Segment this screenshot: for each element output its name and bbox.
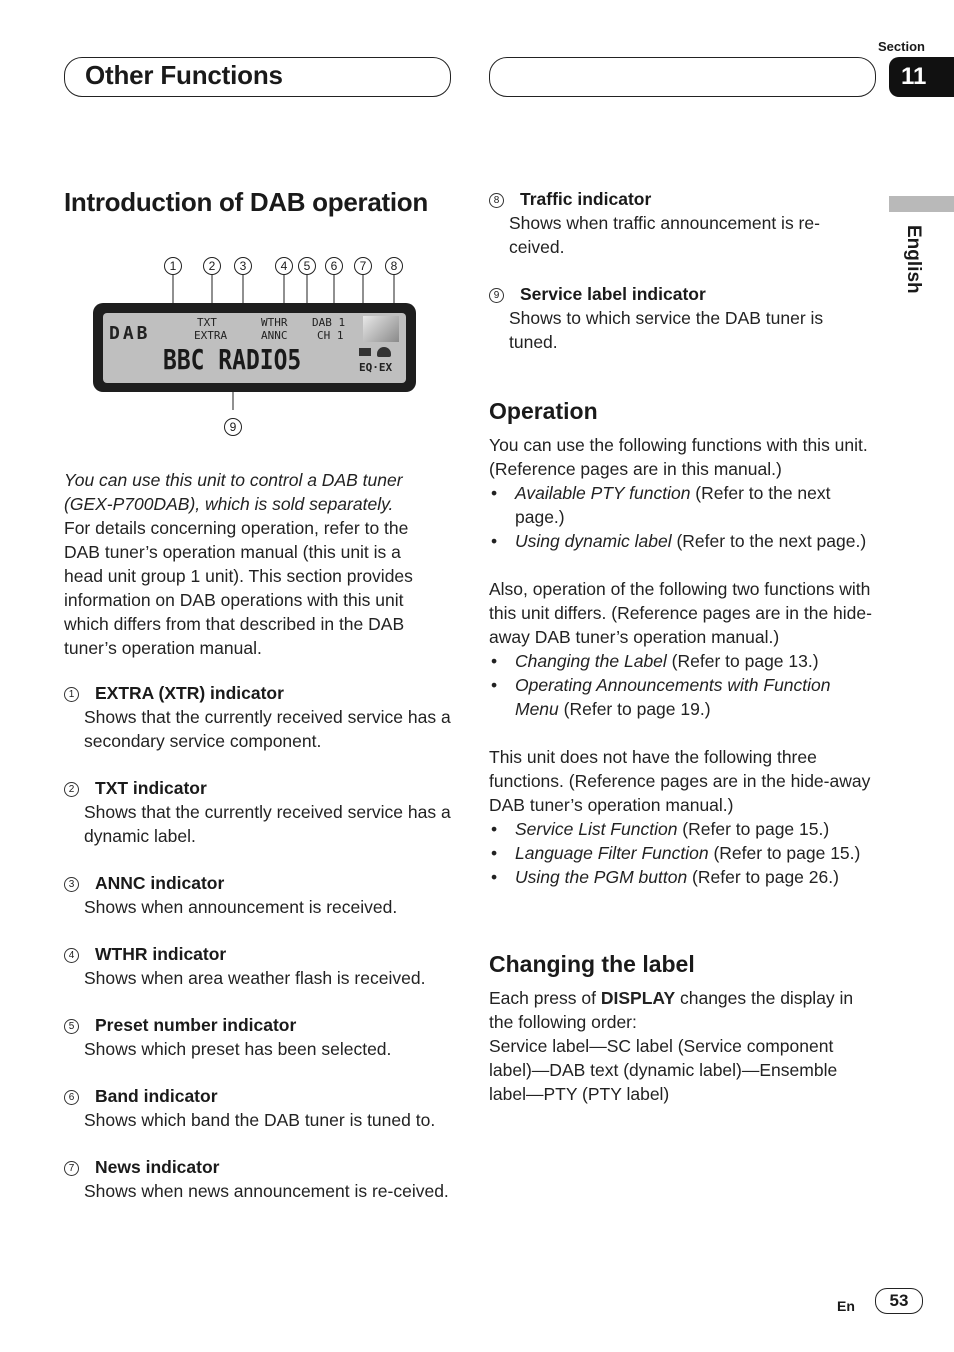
callout-7: 7: [354, 257, 372, 275]
item-number: 1: [64, 687, 79, 702]
item-title: Traffic indicator: [520, 189, 652, 209]
lcd-txt: TXT: [197, 316, 217, 329]
callout-5: 5: [298, 257, 316, 275]
lcd-news-icon: [359, 348, 371, 356]
callout-1: 1: [164, 257, 182, 275]
item-body: Shows when announcement is received.: [84, 897, 398, 917]
list-item: • Using the PGM button (Refer to page 26.): [489, 865, 879, 889]
indicator-list-left: [64, 681, 452, 1226]
item-body: Shows when area weather flash is received.: [84, 968, 426, 988]
item-title: Preset number indicator: [95, 1015, 297, 1035]
item-number: 9: [489, 288, 504, 303]
item-body: Shows when traffic announcement is re-ceived.: [509, 213, 820, 257]
item-title: Service label indicator: [520, 284, 706, 304]
language-label: English: [903, 225, 924, 294]
language-tab: [889, 196, 954, 212]
page-heading: Introduction of DAB operation: [64, 187, 428, 217]
operation-paragraph-1: You can use the following functions with this unit. (Reference pages are in this manual.): [489, 435, 868, 479]
item-number: 6: [64, 1090, 79, 1105]
indicator-list-right: [489, 187, 859, 354]
item-number: 5: [64, 1019, 79, 1034]
lcd-traffic-icon: [377, 347, 391, 357]
list-item: • Available PTY function (Refer to the next page.): [489, 481, 879, 529]
list-item: [64, 1084, 452, 1132]
intro-italic: You can use this unit to control a DAB tuner (GEX-P700DAB), which is sold separately.: [64, 470, 403, 514]
item-number: 7: [64, 1161, 79, 1176]
list-item: • Using dynamic label (Refer to the next page.): [489, 529, 879, 553]
list-item: [489, 187, 859, 259]
list-item: • Language Filter Function (Refer to page 15.): [489, 841, 879, 865]
operation-heading: Operation: [489, 398, 598, 424]
operation-paragraph-2: Also, operation of the following two functions with this unit differs. (Reference pages are in the hide-away DAB tuner’s operation manual.): [489, 579, 872, 647]
list-item: [489, 282, 859, 354]
operation-list-1: [489, 481, 879, 553]
display-button-name: DISPLAY: [600, 988, 676, 1008]
list-item: [64, 871, 452, 919]
lcd-panel: [93, 303, 416, 392]
list-item: • Service List Function (Refer to page 15.): [489, 817, 879, 841]
page-number: 53: [875, 1288, 923, 1314]
list-item: [64, 942, 452, 990]
callout-3: 3: [234, 257, 252, 275]
callout-8: 8: [385, 257, 403, 275]
item-body: Shows to which service the DAB tuner is tuned.: [509, 308, 824, 352]
callout-4: 4: [275, 257, 293, 275]
list-item: • Changing the Label (Refer to page 13.): [489, 649, 879, 673]
lcd-annc: ANNC: [261, 329, 288, 342]
section-number: 11: [889, 57, 954, 97]
operation-list-2: [489, 649, 879, 721]
item-title: TXT indicator: [95, 778, 207, 798]
changing-paragraph-2: Service label—SC label (Service component label)—DAB text (dynamic label)—Ensemble label—PTY (PTY label): [489, 1036, 838, 1104]
list-item: [64, 1155, 452, 1203]
item-title: News indicator: [95, 1157, 220, 1177]
lcd-extra: EXTRA: [194, 329, 228, 342]
callout-6: 6: [325, 257, 343, 275]
lcd-eq-ex: EQ·EX: [359, 361, 393, 374]
changing-label-heading: Changing the label: [489, 951, 695, 977]
list-item: [64, 776, 452, 848]
lcd-wthr: WTHR: [261, 316, 288, 329]
dab-display-illustration: [90, 250, 420, 440]
lcd-main-text: BBC RADIO5: [163, 343, 302, 376]
item-body: Shows which preset has been selected.: [84, 1039, 392, 1059]
lcd-ch: CH 1: [317, 329, 344, 342]
intro-paragraph: For details concerning operation, refer to the DAB tuner’s operation manual (this unit is a head unit group 1 unit). This section provides information on DAB operations with this unit which differs from that described in the DAB tuner’s operation manual.: [64, 518, 413, 658]
changing-paragraph-1: Each press of DISPLAY changes the display in the following order:: [489, 988, 854, 1032]
list-item: • Operating Announcements with Function Menu (Refer to page 19.): [489, 673, 879, 721]
item-body: Shows that the currently received service has a secondary service component.: [84, 707, 451, 751]
item-number: 4: [64, 948, 79, 963]
list-item: [64, 681, 452, 753]
callout-2: 2: [203, 257, 221, 275]
item-title: EXTRA (XTR) indicator: [95, 683, 284, 703]
item-title: Band indicator: [95, 1086, 218, 1106]
item-title: ANNC indicator: [95, 873, 225, 893]
operation-section: [489, 433, 879, 889]
item-body: Shows when news announcement is re-ceived.: [84, 1181, 449, 1201]
lcd-dab-label: DAB: [109, 323, 151, 344]
item-number: 8: [489, 193, 504, 208]
list-item: [64, 1013, 452, 1061]
lcd-band: DAB 1: [312, 316, 346, 329]
item-title: WTHR indicator: [95, 944, 227, 964]
callout-9: 9: [224, 418, 242, 436]
header-blank-pill: [489, 57, 876, 97]
section-label: Section: [878, 39, 925, 54]
item-body: Shows that the currently received service has a dynamic label.: [84, 802, 451, 846]
operation-list-3: [489, 817, 879, 889]
footer-language: En: [837, 1298, 855, 1314]
changing-label-section: [489, 986, 879, 1106]
operation-paragraph-3: This unit does not have the following three functions. (Reference pages are in the hide-away DAB tuner’s operation manual.): [489, 747, 871, 815]
section-title: Other Functions: [85, 60, 283, 90]
item-number: 2: [64, 782, 79, 797]
item-number: 3: [64, 877, 79, 892]
item-body: Shows which band the DAB tuner is tuned to.: [84, 1110, 436, 1130]
